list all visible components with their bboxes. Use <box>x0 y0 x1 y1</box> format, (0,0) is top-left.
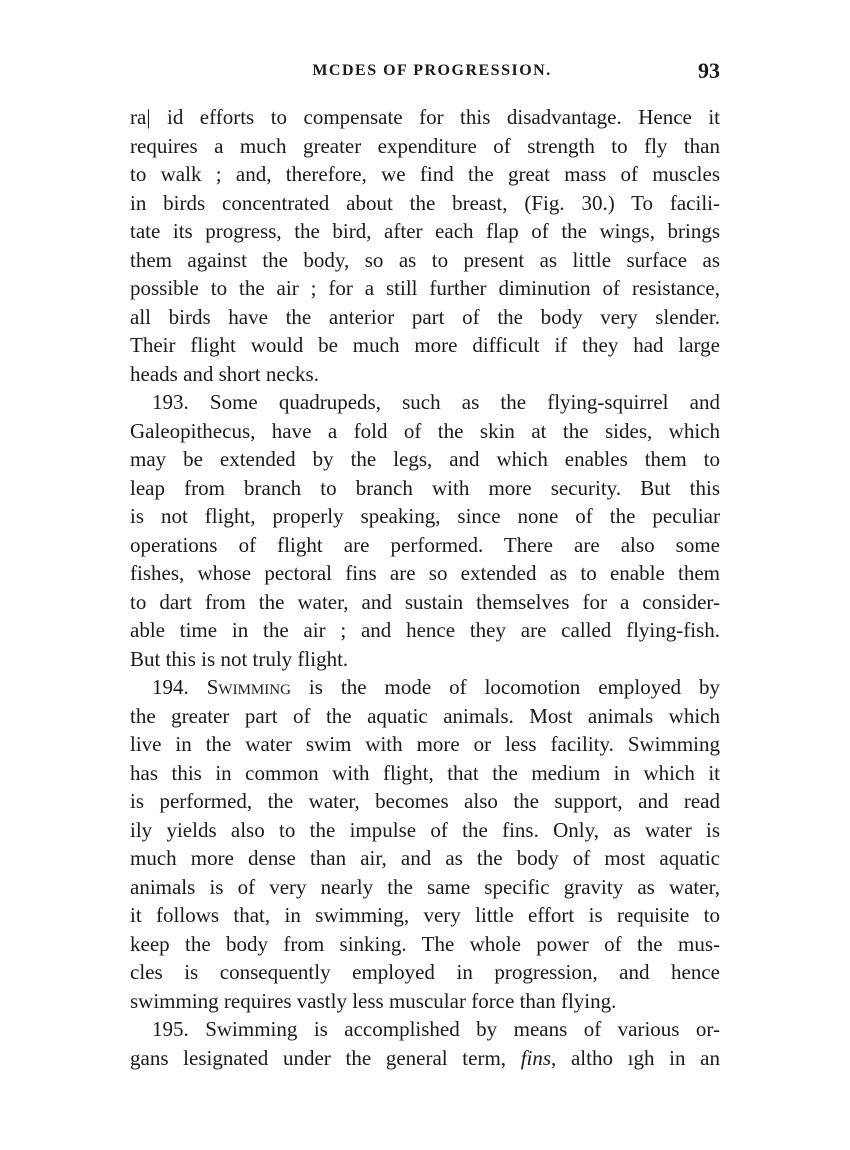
text-line: leap from branch to branch with more security. But this <box>130 475 720 500</box>
text-line: live in the water swim with more or less facility. Swimming <box>130 732 720 756</box>
paragraph-start-195: 195. Swimming is accomplished by means of various or- <box>152 1017 720 1041</box>
text-line: has this in common with flight, that the medium in which it <box>130 760 720 785</box>
running-title: MCDES OF PROGRESSION. <box>312 62 552 79</box>
text-line: the greater part of the aquatic animals. Most animals which <box>130 703 720 728</box>
text-line: operations of flight are performed. There are also some <box>130 532 720 557</box>
line-prefix: gans lesignated under the general term, <box>130 1045 521 1070</box>
text-line: in birds concentrated about the breast, (Fig. 30.) To facili- <box>130 190 720 215</box>
text-line: But this is not truly flight. <box>130 646 349 671</box>
text-line: animals is of very nearly the same specific gravity as water, <box>130 874 720 899</box>
small-caps-term: Swimming <box>206 675 291 699</box>
text-line: possible to the air ; for a still further diminution of resistance, <box>130 276 720 300</box>
running-head <box>130 58 720 88</box>
line-prefix: 194. <box>152 675 207 699</box>
text-line: Galeopithecus, have a fold of the skin at the sides, which <box>130 418 720 443</box>
text-line: keep the body from sinking. The whole power of the mus- <box>130 931 720 956</box>
text-line: may be extended by the legs, and which enables them to <box>130 447 720 471</box>
page-number: 93 <box>698 58 720 83</box>
text-line: is not flight, properly speaking, since none of the peculiar <box>130 504 720 528</box>
paragraph-start-193: 193. Some quadrupeds, such as the flying-squirrel and <box>152 390 720 414</box>
text-line <box>130 1044 720 1073</box>
text-line: it follows that, in swimming, very little effort is requisite to <box>130 903 720 927</box>
text-line: to walk ; and, therefore, we find the great mass of muscles <box>130 162 720 186</box>
text-line: is performed, the water, becomes also the support, and read <box>130 789 720 813</box>
body-text <box>130 103 720 1072</box>
line-suffix: , altho ıgh in an <box>551 1045 720 1070</box>
text-line: heads and short necks. <box>130 361 319 386</box>
text-line: them against the body, so as to present as little surface as <box>130 247 720 272</box>
text-line: all birds have the anterior part of the body very slender. <box>130 304 720 329</box>
line-suffix: is the mode of locomotion employed by <box>290 675 721 699</box>
text-line: cles is consequently employed in progression, and hence <box>130 960 720 984</box>
text-line: to dart from the water, and sustain themselves for a consider- <box>130 589 720 614</box>
text-line: fishes, whose pectoral fins are so extended as to enable them <box>130 561 720 585</box>
text-line: able time in the air ; and hence they are called flying-fish. <box>130 618 720 642</box>
text-line: tate its progress, the bird, after each flap of the wings, brings <box>130 219 720 243</box>
text-line: ily yields also to the impulse of the fins. Only, as water is <box>130 817 720 842</box>
text-line: ra| id efforts to compensate for this disadvantage. Hence it <box>130 105 720 129</box>
text-line: swimming requires vastly less muscular force than flying. <box>130 988 617 1013</box>
text-line: requires a much greater expenditure of strength to fly than <box>130 133 720 158</box>
text-line: Their flight would be much more difficult if they had large <box>130 333 720 357</box>
text-line: much more dense than air, and as the body of most aquatic <box>130 846 720 870</box>
paragraph-start-194 <box>130 673 720 702</box>
italic-term: fins <box>520 1045 552 1070</box>
